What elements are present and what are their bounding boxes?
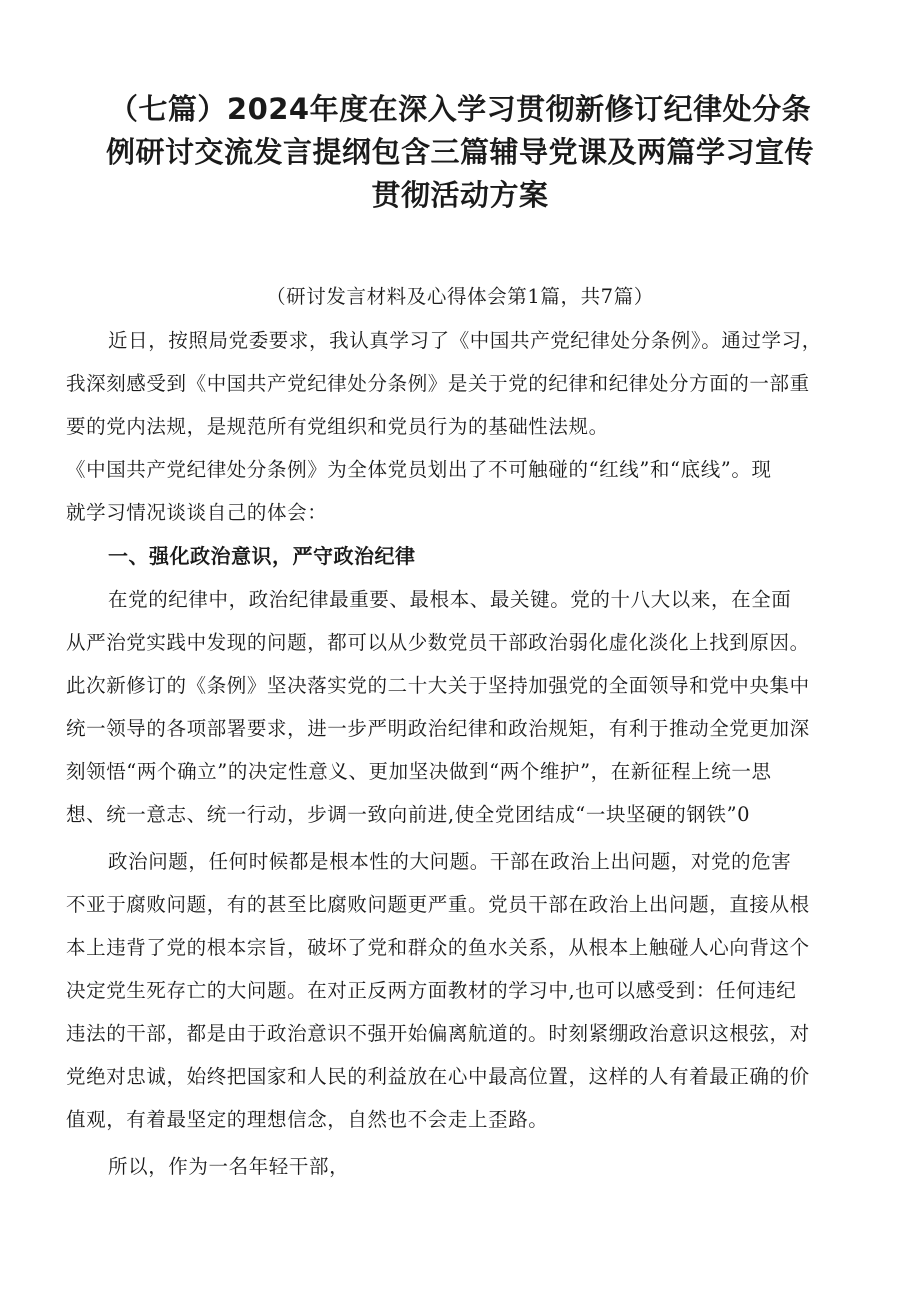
intro-line: 要的党内法规，是规范所有党组织和党员行为的基础性法规。 [66, 415, 609, 438]
paragraph-line: 从严治党实践中发现的问题，都可以从少数党员干部政治弱化虚化淡化上找到原因。 [66, 631, 810, 654]
section-heading: 一、强化政治意识，严守政治纪律 [108, 544, 416, 568]
intro-line: 我深刻感受到《中国共产党纪律处分条例》是关于党的纪律和纪律处分方面的一部重 [66, 372, 810, 395]
paragraph-line: 统一领导的各项部署要求，进一步严明政治纪律和政治规矩，有利于推动全党更加深 [66, 717, 810, 740]
paragraph-line: 违法的干部，都是由于政治意识不强开始偏离航道的。时刻紧绷政治意识这根弦，对 [66, 1022, 810, 1045]
paragraph-line: 值观，有着最坚定的理想信念，自然也不会走上歪路。 [66, 1108, 549, 1131]
title-line: （七篇）2024年度在深入学习贯彻新修订纪律处分条 [108, 92, 812, 126]
paragraph-line: 政治问题，任何时候都是根本性的大问题。干部在政治上出问题，对党的危害 [108, 850, 792, 873]
title-line: 贯彻活动方案 [371, 178, 549, 212]
title-line: 例研讨交流发言提纲包含三篇辅导党课及两篇学习宣传 [105, 135, 814, 169]
paragraph-line: 刻领悟“两个确立”的决定性意义、更加坚决做到“两个维护”，在新征程上统一思 [66, 760, 772, 783]
intro-line: 《中国共产党纪律处分条例》为全体党员划出了不可触碰的“红线”和“底线”。现 [66, 458, 772, 481]
paragraph-line: 所以，作为一名年轻干部， [108, 1155, 350, 1178]
document-title [80, 88, 840, 217]
paragraph-line: 党绝对忠诚，始终把国家和人民的利益放在心中最高位置，这样的人有着最正确的价 [66, 1065, 810, 1088]
paragraph-line: 此次新修订的《条例》坚决落实党的二十大关于坚持加强党的全面领导和党中央集中 [66, 674, 810, 697]
paragraph-line: 在党的纪律中，政治纪律最重要、最根本、最关键。党的十八大以来，在全面 [108, 588, 792, 611]
paragraph-line: 决定党生死存亡的大问题。在对正反两方面教材的学习中,也可以感受到：任何违纪 [66, 979, 797, 1002]
paragraph-line: 不亚于腐败问题，有的甚至比腐败问题更严重。党员干部在政治上出问题，直接从根 [66, 893, 810, 916]
paragraph-line: 本上违背了党的根本宗旨，破坏了党和群众的鱼水关系，从根本上触碰人心向背这个 [66, 936, 810, 959]
paragraph-line: 想、统一意志、统一行动，步调一致向前进,使全党团结成“一块坚硬的钢铁”0 [66, 803, 751, 826]
document-subtitle: （研讨发言材料及心得体会第1篇，共7篇） [266, 285, 654, 308]
intro-line: 就学习情况谈谈自己的体会： [66, 501, 328, 524]
intro-line: 近日，按照局党委要求，我认真学习了《中国共产党纪律处分条例》。通过学习， [108, 329, 822, 352]
